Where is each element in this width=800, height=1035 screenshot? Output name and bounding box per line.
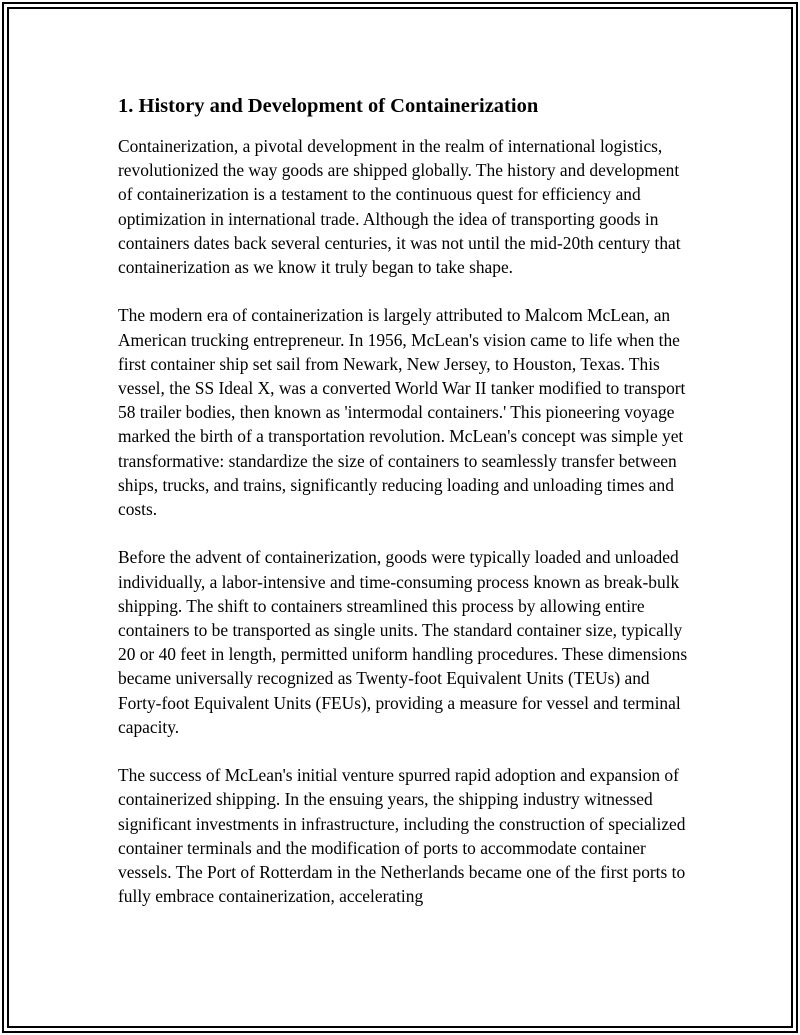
- paragraph-4: The success of McLean's initial venture spurred rapid adoption and expansion of containerized shipping. In the ensuing years, the shipping industry witnessed significant investments in infrastructure, including the construction of specialized container terminals and the modification of ports to accommodate container vessels. The Port of Rotterdam in the Netherlands became one of the first ports to fully embrace containerization, accelerating: [118, 765, 686, 907]
- paragraph-1: Containerization, a pivotal development in the realm of international logistics, revolutionized the way goods are shipped globally. The history and development of containerization is a testament to the continuous quest for efficiency and optimization in international trade. Although the idea of transporting goods in containers dates back several centuries, it was not until the mid-20th century that containerization as we know it truly began to take shape.: [118, 136, 681, 278]
- paragraph-2: The modern era of containerization is largely attributed to Malcom McLean, an American trucking entrepreneur. In 1956, McLean's vision came to life when the first container ship set sail from Newark, New Jersey, to Houston, Texas. This vessel, the SS Ideal X, was a converted World War II tanker modified to transport 58 trailer bodies, then known as 'intermodal containers.' This pioneering voyage marked the birth of a transportation revolution. McLean's concept was simple yet transformative: standardize the size of containers to seamlessly transfer between ships, trucks, and trains, significantly reducing loading and unloading times and costs.: [118, 305, 686, 520]
- paragraph-3: Before the advent of containerization, goods were typically loaded and unloaded individually, a labor-intensive and time-consuming process known as break-bulk shipping. The shift to containers streamlined this process by allowing entire containers to be transported as single units. The standard container size, typically 20 or 40 feet in length, permitted uniform handling procedures. These dimensions became universally recognized as Twenty-foot Equivalent Units (TEUs) and Forty-foot Equivalent Units (FEUs), providing a measure for vessel and terminal capacity.: [118, 547, 688, 737]
- document-body: [118, 92, 690, 933]
- section-heading: 1. History and Development of Containerization: [118, 95, 539, 117]
